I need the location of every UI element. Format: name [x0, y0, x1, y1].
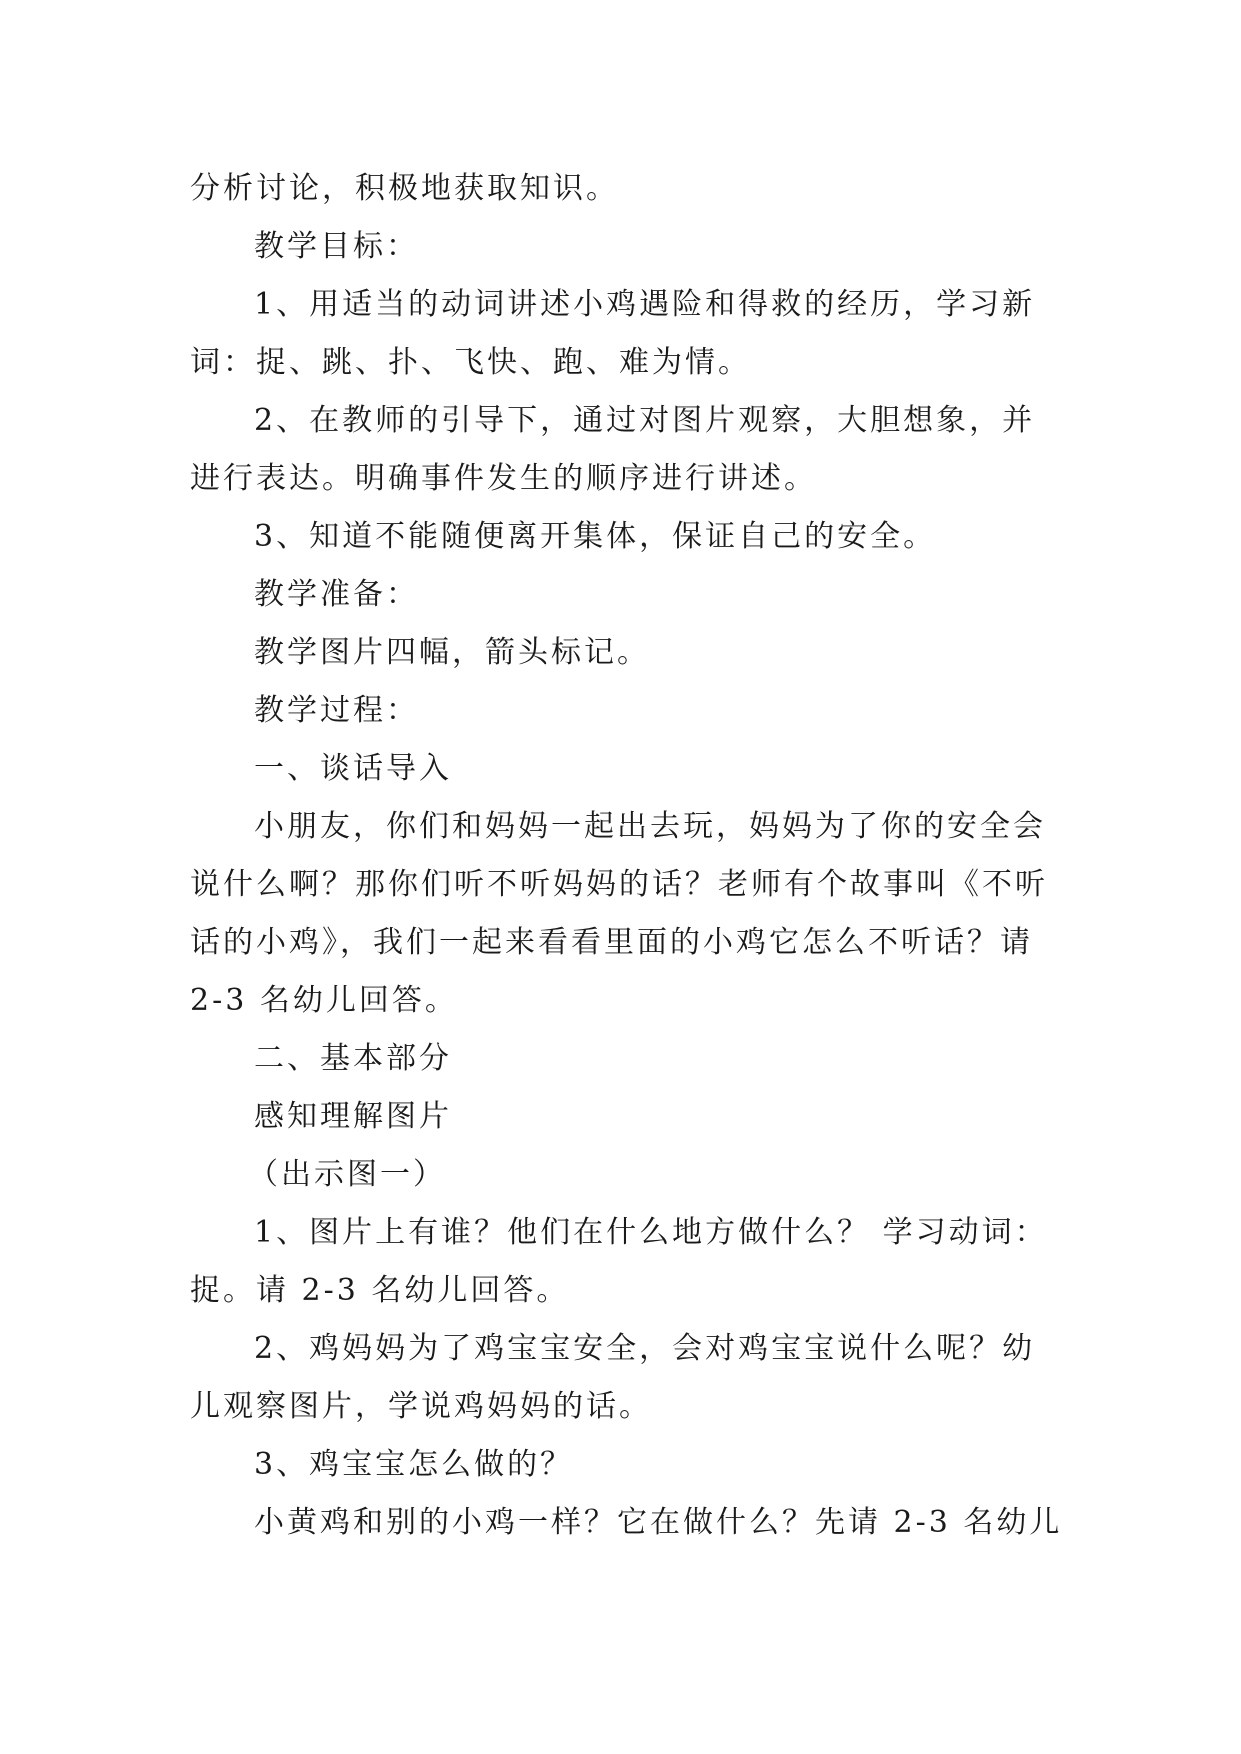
text-line: 感知理解图片: [254, 1099, 452, 1134]
text-line: 2、鸡妈妈为了鸡宝宝安全，会对鸡宝宝说什么呢？幼: [254, 1331, 1036, 1366]
text-line: 捉。请 2-3 名幼儿回答。: [190, 1273, 570, 1308]
text-line: 小朋友，你们和妈妈一起出去玩，妈妈为了你的安全会: [254, 809, 1046, 844]
document-page: [190, 160, 1063, 1552]
text-line: 3、鸡宝宝怎么做的？: [254, 1447, 574, 1482]
text-line: 说什么啊？那你们听不听妈妈的话？老师有个故事叫《不听: [190, 867, 1048, 902]
subsection-heading-intro: 一、谈话导入: [254, 751, 452, 786]
section-heading-objectives: 教学目标：: [254, 229, 419, 264]
text-line: 3、知道不能随便离开集体，保证自己的安全。: [254, 519, 937, 554]
subsection-heading-main: 二、基本部分: [254, 1041, 452, 1076]
section-heading-preparation: 教学准备：: [254, 577, 419, 612]
text-line: 进行表达。明确事件发生的顺序进行讲述。: [190, 461, 817, 496]
text-line: 词：捉、跳、扑、飞快、跑、难为情。: [190, 345, 751, 380]
text-line: 教学图片四幅，箭头标记。: [254, 635, 650, 670]
text-line: 1、图片上有谁？他们在什么地方做什么？ 学习动词：: [254, 1215, 1048, 1250]
text-line: 话的小鸡》，我们一起来看看里面的小鸡它怎么不听话？请: [190, 925, 1033, 960]
text-line: 2-3 名幼儿回答。: [190, 983, 458, 1018]
text-line: 2、在教师的引导下，通过对图片观察，大胆想象，并: [254, 403, 1036, 438]
text-line: 儿观察图片，学说鸡妈妈的话。: [190, 1389, 652, 1424]
text-line: 分析讨论，积极地获取知识。: [190, 171, 619, 206]
text-line: （出示图一）: [248, 1157, 446, 1192]
text-line: 小黄鸡和别的小鸡一样？它在做什么？先请 2-3 名幼儿: [254, 1505, 1063, 1540]
text-line: 1、用适当的动词讲述小鸡遇险和得救的经历，学习新: [254, 287, 1036, 322]
section-heading-process: 教学过程：: [254, 693, 419, 728]
